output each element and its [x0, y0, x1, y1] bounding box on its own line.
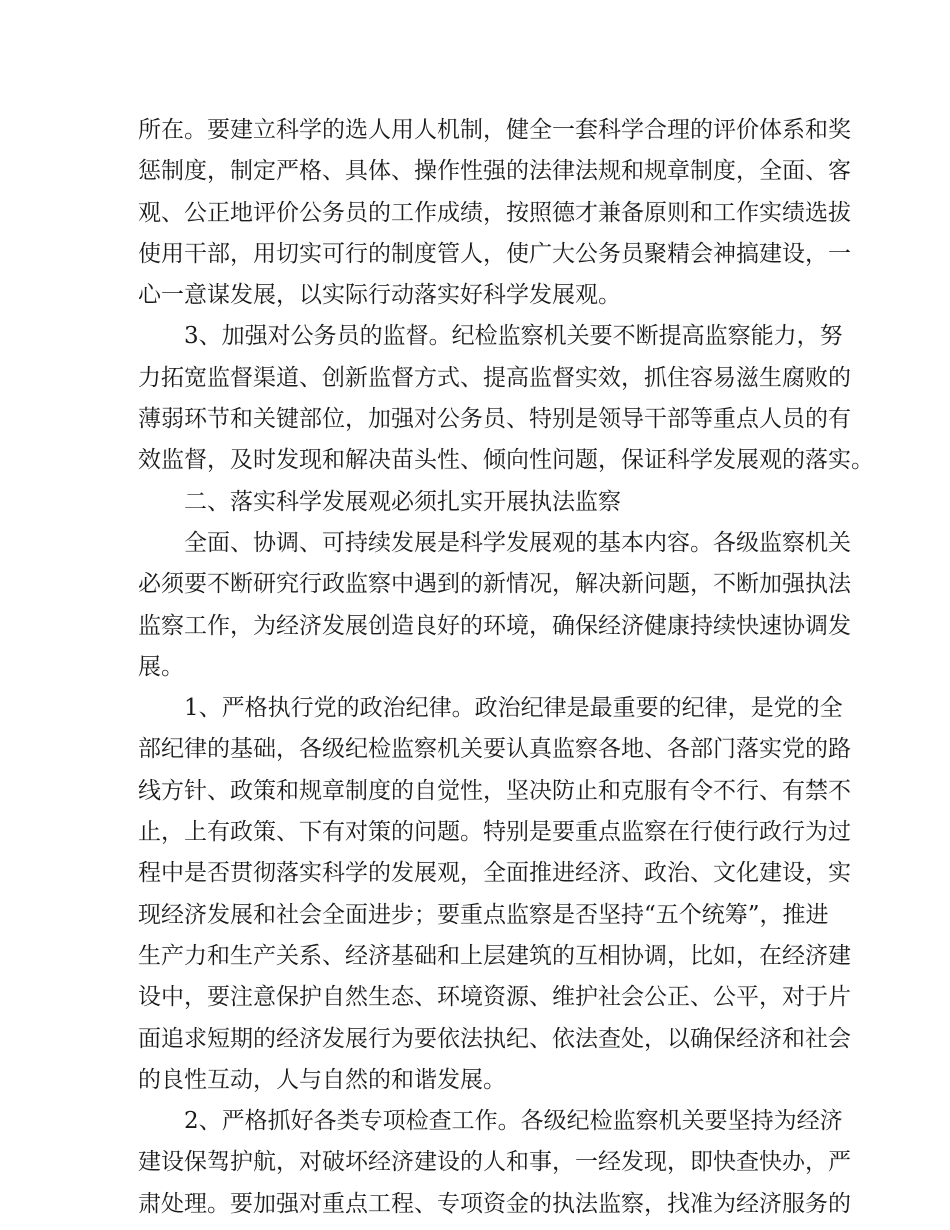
text-line: 效监督，及时发现和解决苗头性、倾向性问题，保证科学发展观的落实。 — [138, 447, 874, 474]
text-line: 二、落实科学发展观必须扎实开展执法监察 — [184, 488, 621, 515]
text-line: 程中是否贯彻落实科学的发展观，全面推进经济、政治、文化建设，实 — [138, 860, 851, 887]
text-line: 使用干部，用切实可行的制度管人，使广大公务员聚精会神搞建设，一 — [138, 240, 851, 267]
text-line: 部纪律的基础，各级纪检监察机关要认真监察各地、各部门落实党的路 — [138, 736, 851, 763]
text-line: 观、公正地评价公务员的工作成绩，按照德才兼备原则和工作实绩选拔 — [138, 199, 851, 226]
text-line: 线方针、政策和规章制度的自觉性，坚决防止和克服有令不行、有禁不 — [138, 777, 851, 804]
text-line: 建设保驾护航，对破坏经济建设的人和事，一经发现，即快查快办，严 — [138, 1149, 851, 1176]
text-line: 面追求短期的经济发展行为要依法执纪、依法查处，以确保经济和社会 — [138, 1025, 851, 1052]
text-line: 所在。要建立科学的选人用人机制，健全一套科学合理的评价体系和奖 — [138, 117, 851, 143]
text-line: 薄弱环节和关键部位，加强对公务员、特别是领导干部等重点人员的有 — [138, 406, 851, 433]
text-line: 全面、协调、可持续发展是科学发展观的基本内容。各级监察机关 — [184, 529, 851, 556]
text-line: 止，上有政策、下有对策的问题。特别是要重点监察在行使行政行为过 — [138, 819, 851, 846]
text-line: 的良性互动，人与自然的和谐发展。 — [138, 1066, 506, 1093]
text-line: 生产力和生产关系、经济基础和上层建筑的互相协调，比如，在经济建 — [138, 942, 851, 969]
text-line: 1、严格执行党的政治纪律。政治纪律是最重要的纪律，是党的全 — [184, 695, 843, 722]
text-line: 3、加强对公务员的监督。纪检监察机关要不断提高监察能力，努 — [184, 323, 843, 350]
text-line: 现经济发展和社会全面进步；要重点监察是否坚持“五个统筹”，推进 — [138, 901, 829, 928]
text-line: 监察工作，为经济发展创造良好的环境，确保经济健康持续快速协调发 — [138, 612, 851, 639]
text-line: 惩制度，制定严格、具体、操作性强的法律法规和规章制度，全面、客 — [138, 158, 851, 185]
text-line: 心一意谋发展，以实际行动落实好科学发展观。 — [138, 282, 621, 309]
text-line: 设中，要注意保护自然生态、环境资源、维护社会公正、公平，对于片 — [138, 984, 851, 1011]
text-line: 肃处理。要加强对重点工程、专项资金的执法监察，找准为经济服务的 — [138, 1190, 851, 1217]
text-line: 2、严格抓好各类专项检查工作。各级纪检监察机关要坚持为经济 — [184, 1108, 843, 1135]
document-body — [138, 110, 874, 1225]
text-line: 必须要不断研究行政监察中遇到的新情况，解决新问题，不断加强执法 — [138, 571, 851, 598]
text-line: 力拓宽监督渠道、创新监督方式、提高监督实效，抓住容易滋生腐败的 — [138, 364, 851, 391]
text-line: 展。 — [138, 653, 184, 680]
